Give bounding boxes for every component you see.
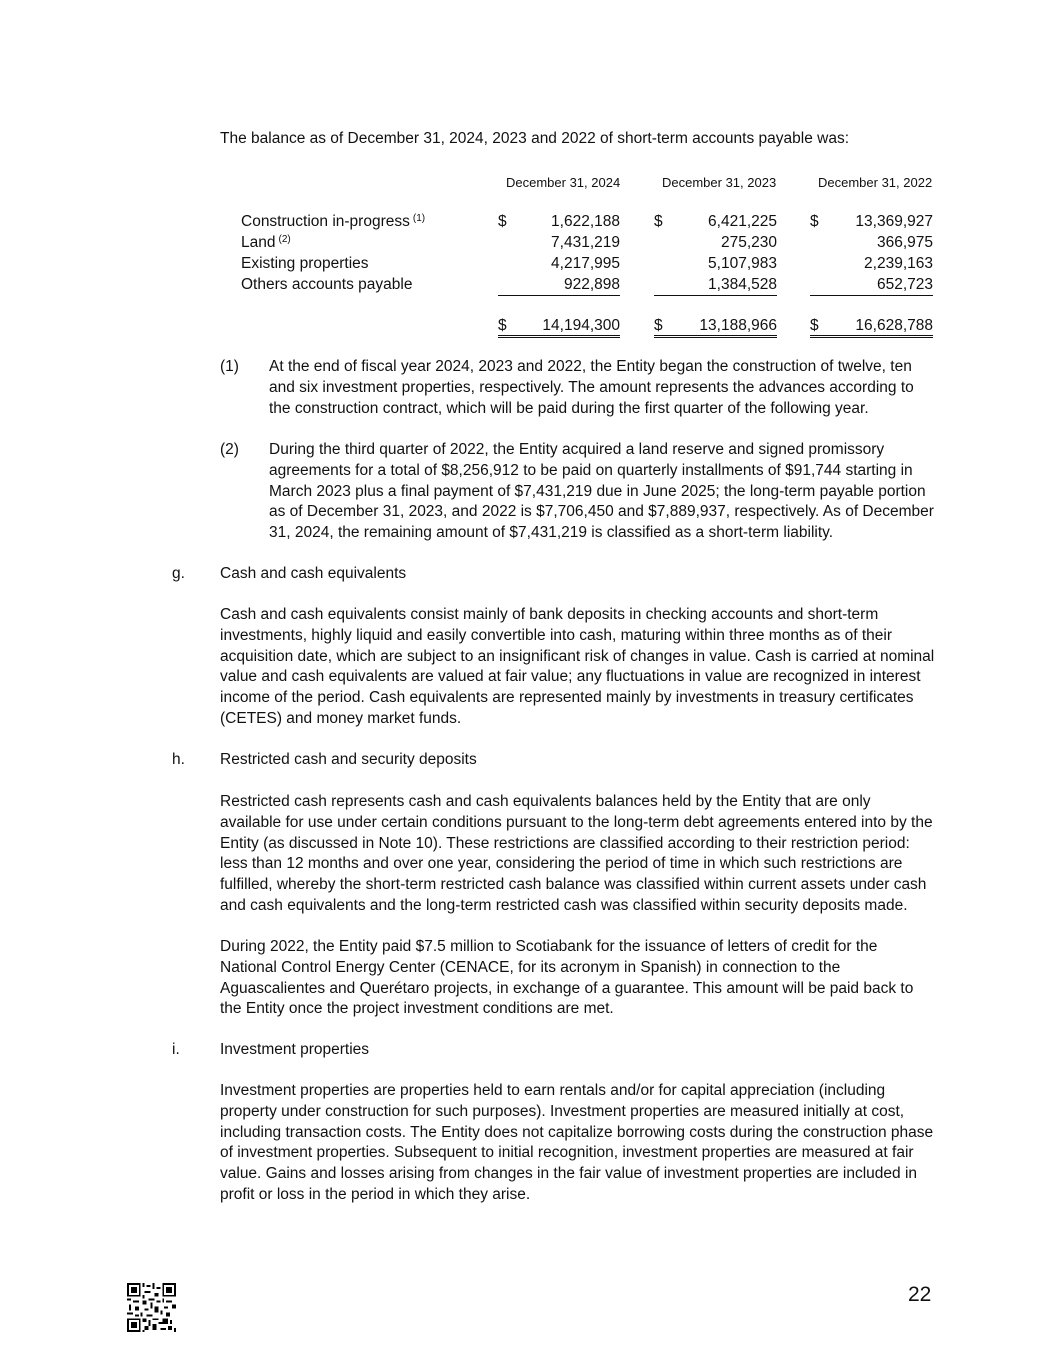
value-2023: 1,384,528	[654, 276, 777, 296]
footnote-ref: (2)	[278, 234, 291, 245]
paragraph-cash: Cash and cash equivalents consist mainly of bank deposits in checking accounts and short-term investments, highly liquid and easily convertible into cash, maturing within three months as of their acquisition date, which are subject to an insignificant risk of changes in value. Cash is carried at nominal value and cash equivalents are valued at fair value; any fluctuations in value are recognized in interest income of the period. Cash equivalents are represented mainly by investments in treasury certificates (CETES) and money market funds.	[220, 606, 935, 727]
value-2024: 4,217,995	[551, 255, 620, 272]
footnote-text: During the third quarter of 2022, the Entity acquired a land reserve and signed promissory agreements for a total of $8,256,912 to be paid on quarterly installments of $91,744 starting in March 2023 plus a final payment of $7,431,219 due in June 2025; the long-term payable portion as of December 31, 2023, and 2022 is $7,706,450 and $7,889,937, respectively. As of December 31, 2024, the remaining amount of $7,431,219 is classified as a short-term liability.	[269, 441, 934, 542]
table-row-existing-properties	[0, 255, 1055, 275]
column-header-2022: December 31, 2022	[818, 175, 933, 190]
total-2023: $ 13,188,966	[654, 317, 777, 338]
value-2024: 922,898	[498, 276, 620, 296]
section-title: Cash and cash equivalents	[220, 565, 407, 582]
value-2022: 652,723	[810, 276, 933, 296]
column-header-2024: December 31, 2024	[506, 175, 621, 190]
table-row-others	[0, 276, 1055, 296]
page-number: 22	[908, 1283, 932, 1306]
footnote-number: (2)	[220, 441, 239, 458]
value-2024: 1,622,188	[551, 213, 620, 230]
value-2024: 7,431,219	[551, 234, 620, 251]
currency-symbol: $	[810, 317, 819, 334]
total-2024: $ 14,194,300	[498, 317, 620, 338]
value-2022: 366,975	[876, 234, 933, 251]
footnote-2	[220, 440, 935, 544]
value-2022: 13,369,927	[855, 213, 933, 230]
section-letter: i.	[172, 1041, 180, 1058]
table-row-land	[0, 234, 1055, 254]
paragraph-investment-properties: Investment properties are properties held to earn rentals and/or for capital appreciation (including property under construction for such purposes). Investment properties are measured initially at cost, including transaction costs. The Entity does not capitalize borrowing costs during the construction phase of investment properties. Subsequent to initial recognition, investment properties are measured at fair value. Gains and losses arising from changes in the fair value of investment properties are included in profit or loss in the period in which they arise.	[220, 1082, 934, 1203]
currency-symbol: $	[654, 213, 663, 230]
paragraph-scotiabank: During 2022, the Entity paid $7.5 million to Scotiabank for the issuance of letters of credit for the National Control Energy Center (CENACE, for its acronym in Spanish) in connection to the Aguascalientes and Querétaro projects, in exchange of a guarantee. This amount will be paid back to the Entity once the project investment conditions are met.	[220, 938, 914, 1018]
total-2022: $ 16,628,788	[810, 317, 933, 338]
value-2023: 6,421,225	[708, 213, 777, 230]
section-letter: g.	[172, 565, 185, 582]
footnote-1	[220, 357, 935, 419]
row-label: Others accounts payable	[241, 276, 413, 293]
section-title: Investment properties	[220, 1041, 370, 1058]
value-2022: 2,239,163	[864, 255, 933, 272]
footnote-ref: (1)	[412, 213, 426, 224]
currency-symbol: $	[810, 213, 819, 230]
footnote-text: At the end of fiscal year 2024, 2023 and 2022, the Entity began the construction of twelve, ten and six investment properties, respectively. The amount represents the advances according to the construction contract, which will be paid during the first quarter of the following year.	[269, 358, 914, 417]
footnote-number: (1)	[220, 358, 239, 375]
currency-symbol: $	[498, 213, 507, 230]
row-label: Construction in-progress $^{(1)}$	[241, 213, 426, 230]
section-letter: h.	[172, 751, 185, 768]
intro-text: The balance as of December 31, 2024, 2023 and 2022 of short-term accounts payable was:	[220, 130, 849, 147]
table-row-total	[0, 317, 1055, 337]
column-header-2023: December 31, 2023	[662, 175, 777, 190]
value-2023: 275,230	[720, 234, 777, 251]
paragraph-restricted-cash: Restricted cash represents cash and cash equivalents balances held by the Entity that are only available for use under certain conditions pursuant to the long-term debt agreements entered into by the Entity (as discussed in Note 10). These restrictions are classified according to their restriction period: less than 12 months and over one year, considering the period of time in which such restrictions are fulfilled, whereby the short-term restricted cash balance was classified within current assets under cash and cash equivalents and the long-term restricted cash was classified within security deposits made.	[220, 793, 933, 914]
row-label: Existing properties	[241, 255, 369, 272]
currency-symbol: $	[654, 317, 663, 334]
qr-code-icon	[127, 1283, 176, 1332]
value-2023: 5,107,983	[708, 255, 777, 272]
section-title: Restricted cash and security deposits	[220, 751, 477, 768]
table-row-construction	[0, 213, 1055, 233]
currency-symbol: $	[498, 317, 507, 334]
row-label: Land $^{(2)}$	[241, 234, 291, 251]
